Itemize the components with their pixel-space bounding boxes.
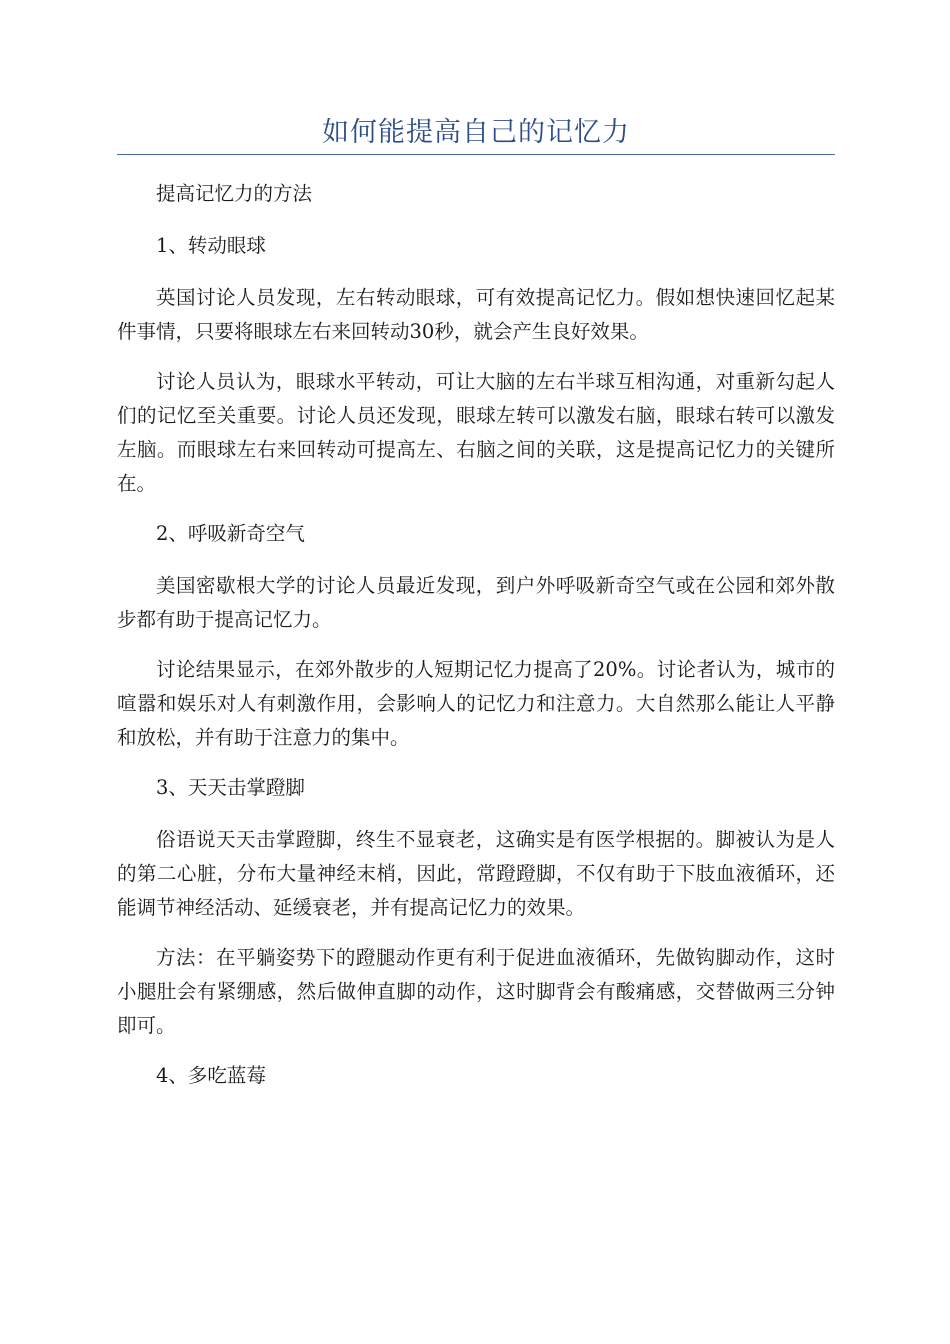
- paragraph: 讨论结果显示，在郊外散步的人短期记忆力提高了20%。讨论者认为，城市的喧嚣和娱乐对人有刺激作用，会影响人的记忆力和注意力。大自然那么能让人平静和放松，并有助于注意力的集中。: [117, 658, 835, 749]
- subheading-3: 3、天天击掌蹬脚: [156, 776, 305, 799]
- paragraph: 讨论人员认为，眼球水平转动，可让大脑的左右半球互相沟通，对重新勾起人们的记忆至关重要。讨论人员还发现，眼球左转可以激发右脑，眼球右转可以激发左脑。而眼球左右来回转动可提高左、右脑之间的关联，这是提高记忆力的关键所在。: [117, 370, 835, 495]
- subheading-1: 1、转动眼球: [156, 234, 266, 257]
- title-underline: [117, 154, 835, 155]
- document-title: 如何能提高自己的记忆力: [322, 117, 630, 148]
- paragraph: 方法：在平躺姿势下的蹬腿动作更有利于促进血液循环，先做钩脚动作，这时小腿肚会有紧绷感，然后做伸直脚的动作，这时脚背会有酸痛感，交替做两三分钟即可。: [117, 946, 835, 1037]
- document-body: [117, 177, 835, 1111]
- subheading-4: 4、多吃蓝莓: [156, 1064, 266, 1087]
- paragraph: 英国讨论人员发现，左右转动眼球，可有效提高记忆力。假如想快速回忆起某件事情，只要将眼球左右来回转动30秒，就会产生良好效果。: [117, 286, 835, 343]
- paragraph: 美国密歇根大学的讨论人员最近发现，到户外呼吸新奇空气或在公园和郊外散步都有助于提高记忆力。: [117, 574, 835, 631]
- subheading-2: 2、呼吸新奇空气: [156, 522, 305, 545]
- paragraph: 俗语说天天击掌蹬脚，终生不显衰老，这确实是有医学根据的。脚被认为是人的第二心脏，分布大量神经末梢，因此，常蹬蹬脚，不仅有助于下肢血液循环，还能调节神经活动、延缓衰老，并有提高记忆力的效果。: [117, 828, 835, 919]
- section-heading: 提高记忆力的方法: [156, 182, 313, 205]
